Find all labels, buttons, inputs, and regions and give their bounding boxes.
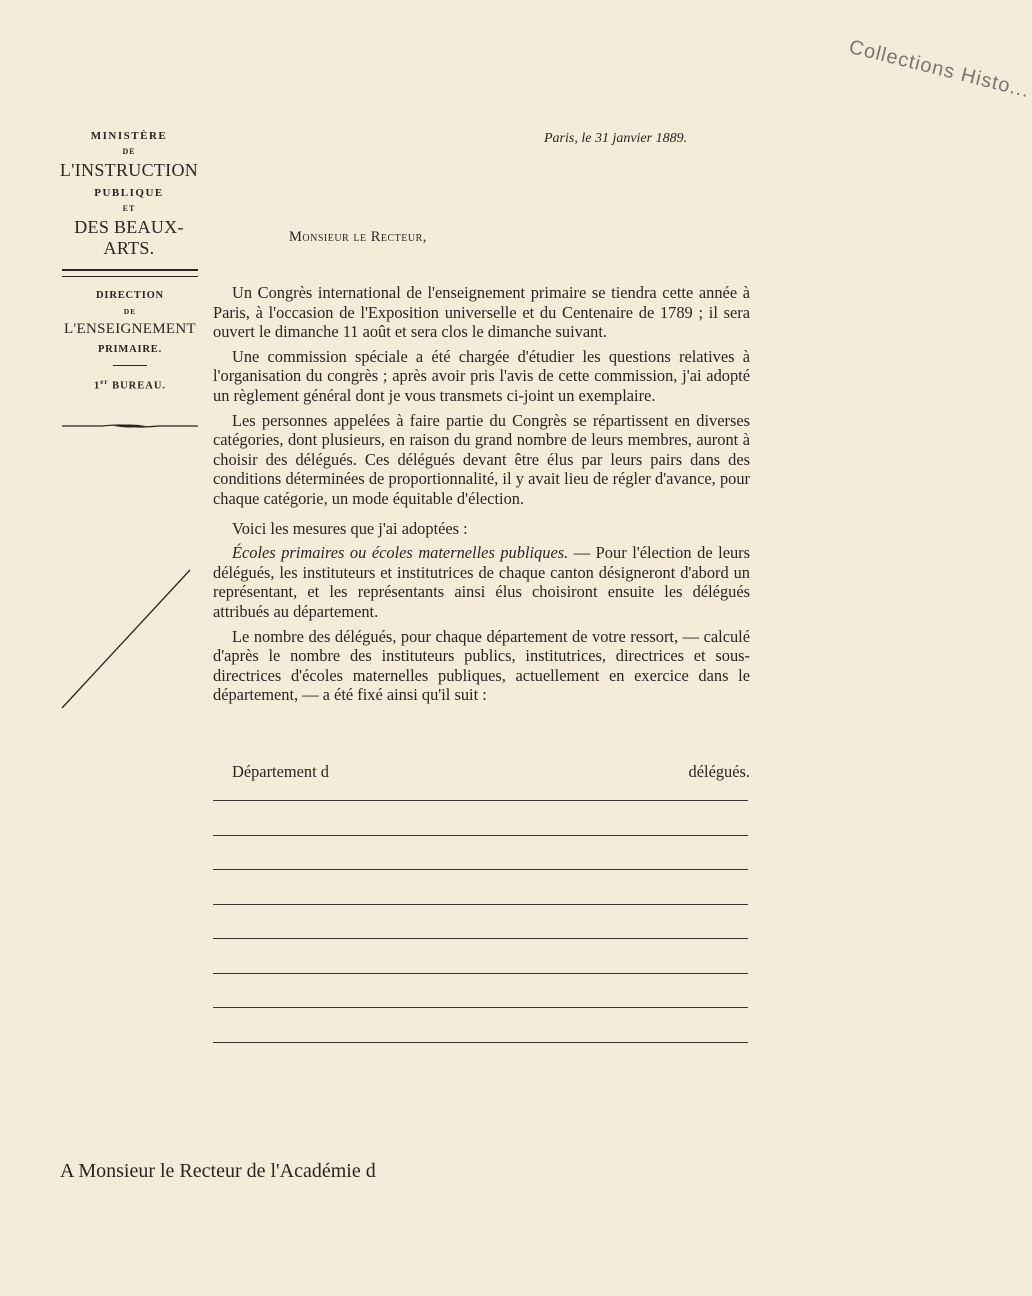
collection-stamp: Collections Histo... xyxy=(846,36,1032,103)
paragraph-3: Les personnes appelées à faire partie du Congrès se répartissent en diverses catégories, dont plusieurs, en raison du grand nombre de leurs membres, auront à choisir des délégués. Ces délégués devant être élus par leurs pairs dans des conditions déterminées de proportionnalité, il y avait lieu de régler d'avance, pour chaque catégorie, un mode équitable d'élection. xyxy=(213,410,750,508)
paragraph-5-text: — Pour l'élection de leurs délégués, les instituteurs et institutrices de chaque canton désigneront d'abord un représentant, et les représentants ainsi élus choisiront ensuite les délégués attribués au département. xyxy=(213,543,750,621)
delegates-label: délégués. xyxy=(688,762,750,781)
margin-slash-mark xyxy=(58,568,198,712)
direction-line-1: DIRECTION xyxy=(96,290,164,301)
blank-entry-lines xyxy=(213,800,748,1076)
paragraph-6: Le nombre des délégués, pour chaque département de votre ressort, — calculé d'après le nombre des instituteurs publics, institutrices, directrices et sous-directrices d'écoles maternelles publiques, actuellement en exercice dans le département, — a été fixé ainsi qu'il suit : xyxy=(213,626,750,705)
ministry-line-2: DE xyxy=(122,147,136,156)
bureau-text: BUREAU. xyxy=(112,380,167,392)
header-double-rule xyxy=(62,269,198,277)
salutation: Monsieur le Recteur, xyxy=(289,229,427,245)
ministry-line-6: DES BEAUX-ARTS. xyxy=(74,217,184,258)
department-label: Département d xyxy=(232,762,329,781)
document-date: Paris, le 31 janvier 1889. xyxy=(544,131,688,146)
paragraph-5 xyxy=(213,543,750,621)
letter-body xyxy=(213,283,750,710)
paragraph-2: Une commission spéciale a été chargée d'étudier les questions relatives à l'organisation du congrès ; après avoir pris l'avis de cette commission, j'ai adopté un règlement général dont je vous transmets ci-joint un exemplaire. xyxy=(213,346,750,405)
ministry-line-4: PUBLIQUE xyxy=(94,187,164,199)
ministry-line-3: L'INSTRUCTION xyxy=(59,160,199,180)
recipient-address: A Monsieur le Recteur de l'Académie d xyxy=(60,1160,376,1182)
blank-line xyxy=(213,835,748,836)
bureau-superscript: er xyxy=(100,378,109,386)
blank-line xyxy=(213,904,748,905)
blank-line xyxy=(213,869,748,870)
direction-line-3: L'ENSEIGNEMENT xyxy=(64,321,196,337)
paragraph-1: Un Congrès international de l'enseignement primaire se tiendra cette année à Paris, à l'occasion de l'Exposition universelle et du Centenaire de 1789 ; il sera ouvert le dimanche 11 août et sera clos le dimanche suivant. xyxy=(213,283,750,342)
blank-line xyxy=(213,938,748,939)
direction-line-4: PRIMAIRE. xyxy=(97,344,163,355)
blank-line xyxy=(213,800,748,801)
ministry-header xyxy=(58,130,200,259)
ministry-line-1: MINISTÈRE xyxy=(90,130,168,142)
blank-line xyxy=(213,973,748,974)
direction-short-rule xyxy=(113,365,147,366)
header-ornament-rule xyxy=(62,423,198,429)
direction-header xyxy=(62,290,198,392)
ministry-line-5: ET xyxy=(122,204,136,213)
bureau-label xyxy=(62,378,198,392)
department-line xyxy=(232,762,750,782)
paragraph-4: Voici les mesures que j'ai adoptées : xyxy=(232,518,468,538)
bureau-number: 1 xyxy=(93,380,101,392)
blank-line xyxy=(213,1042,748,1043)
direction-line-2: DE xyxy=(123,307,137,316)
paragraph-5-heading: Écoles primaires ou écoles maternelles publiques. xyxy=(232,543,569,563)
blank-line xyxy=(213,1007,748,1008)
